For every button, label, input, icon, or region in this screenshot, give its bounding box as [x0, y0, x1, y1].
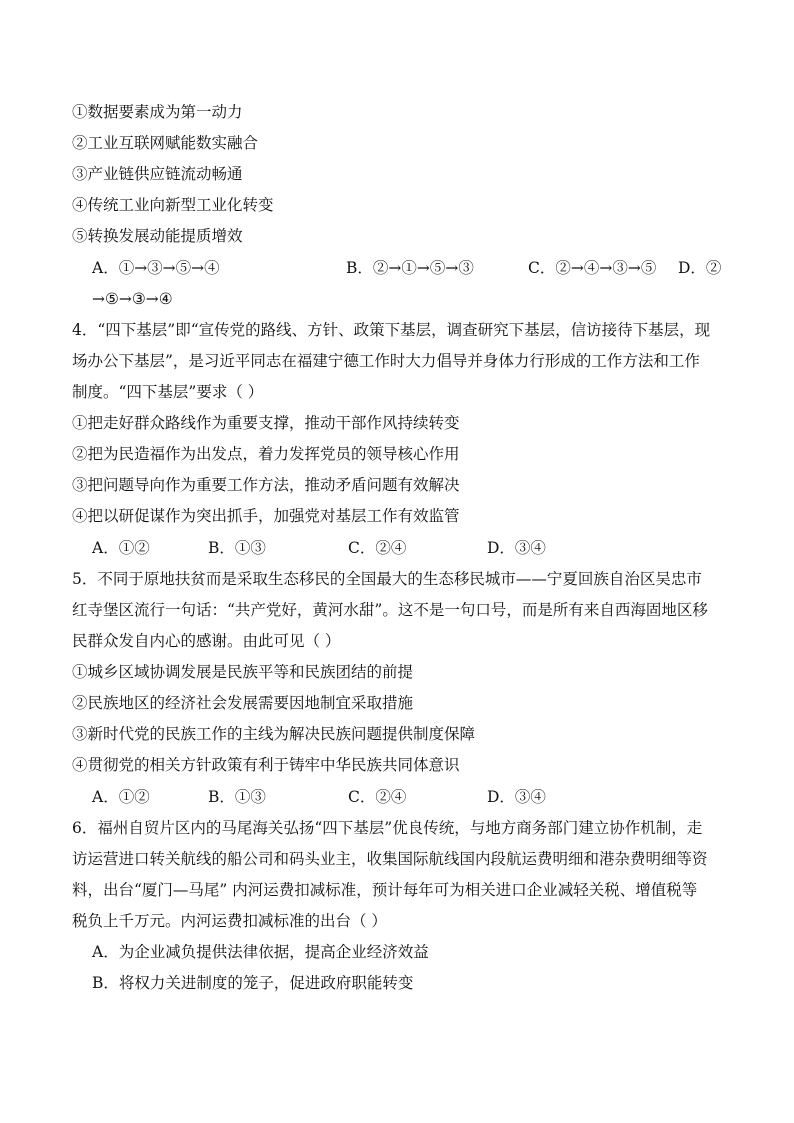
q5-item-4: ④贯彻党的相关方针政策有利于铸牢中华民族共同体意识: [72, 756, 460, 774]
q4-option-b: B．①③: [208, 539, 266, 557]
q3-item-1: ①数据要素成为第一动力: [72, 103, 243, 121]
q5-option-b: B．①③: [208, 788, 266, 806]
q3-option-a: A．①→③→⑤→④: [92, 259, 220, 277]
q6-stem-line-4: 税负上千万元。内河运费扣减标准的出台（ ）: [72, 912, 387, 930]
q3-item-4: ④传统工业向新型工业化转变: [72, 196, 274, 214]
q3-item-2: ②工业互联网赋能数实融合: [72, 134, 259, 152]
q3-item-5: ⑤转换发展动能提质增效: [72, 227, 243, 245]
q6-stem-line-1: 6．福州自贸片区内的马尾海关弘扬“四下基层”优良传统，与地方商务部门建立协作机制，走: [72, 819, 703, 837]
q3-option-d: D．②: [678, 259, 722, 277]
q6-stem-line-3: 料，出台“厦门—马尾” 内河运费扣减标准，预计每年可为相关进口企业减轻关税、增值税等: [72, 881, 698, 899]
q5-stem-line-3: 民群众发自内心的感谢。由此可见（ ）: [72, 632, 341, 650]
q6-stem-line-2: 访运营进口转关航线的船公司和码头业主，收集国际航线国内段航运费明细和港杂费明细等资: [72, 850, 708, 868]
q4-options: [0, 538, 794, 558]
q4-stem-line-2: 场办公下基层”，是习近平同志在福建宁德工作时大力倡导并身体力行形成的工作方法和工作: [72, 352, 700, 370]
q5-item-1: ①城乡区域协调发展是民族平等和民族团结的前提: [72, 663, 414, 681]
q4-option-a: A．①②: [92, 539, 150, 557]
q3-option-d-continued: →⑤→③→④: [92, 290, 173, 308]
q5-stem-line-2: 红寺堡区流行一句话：“共产党好，黄河水甜”。这不是一句口号，而是所有来自西海固地区移: [72, 601, 708, 619]
q4-option-c: C．②④: [348, 539, 407, 557]
q4-item-1: ①把走好群众路线作为重要支撑，推动干部作风持续转变: [72, 414, 460, 432]
q5-option-c: C．②④: [348, 788, 407, 806]
q3-option-c: C．②→④→③→⑤: [528, 259, 657, 277]
q5-item-3: ③新时代党的民族工作的主线为解决民族问题提供制度保障: [72, 725, 476, 743]
q5-item-2: ②民族地区的经济社会发展需要因地制宜采取措施: [72, 694, 414, 712]
q4-item-3: ③把问题导向作为重要工作方法，推动矛盾问题有效解决: [72, 476, 460, 494]
q3-item-3: ③产业链供应链流动畅通: [72, 165, 243, 183]
q4-option-d: D．③④: [487, 539, 546, 557]
q4-stem-line-3: 制度。“四下基层”要求（ ）: [72, 383, 264, 401]
q5-options: [0, 787, 794, 807]
q4-item-4: ④把以研促谋作为突出抓手，加强党对基层工作有效监管: [72, 507, 460, 525]
q4-stem-line-1: 4．“四下基层”即“宣传党的路线、方针、政策下基层，调查研究下基层，信访接待下基层，现: [72, 321, 711, 339]
q5-stem-line-1: 5．不同于原地扶贫而是采取生态移民的全国最大的生态移民城市——宁夏回族自治区吴忠市: [72, 570, 702, 588]
q3-option-b: B．②→①→⑤→③: [346, 259, 474, 277]
q6-option-a: A．为企业减负提供法律依据，提高企业经济效益: [92, 943, 429, 961]
q5-option-d: D．③④: [487, 788, 546, 806]
q5-option-a: A．①②: [92, 788, 150, 806]
q4-item-2: ②把为民造福作为出发点，着力发挥党员的领导核心作用: [72, 445, 460, 463]
q6-option-b: B．将权力关进制度的笼子，促进政府职能转变: [92, 974, 414, 992]
q3-options: [0, 258, 794, 278]
